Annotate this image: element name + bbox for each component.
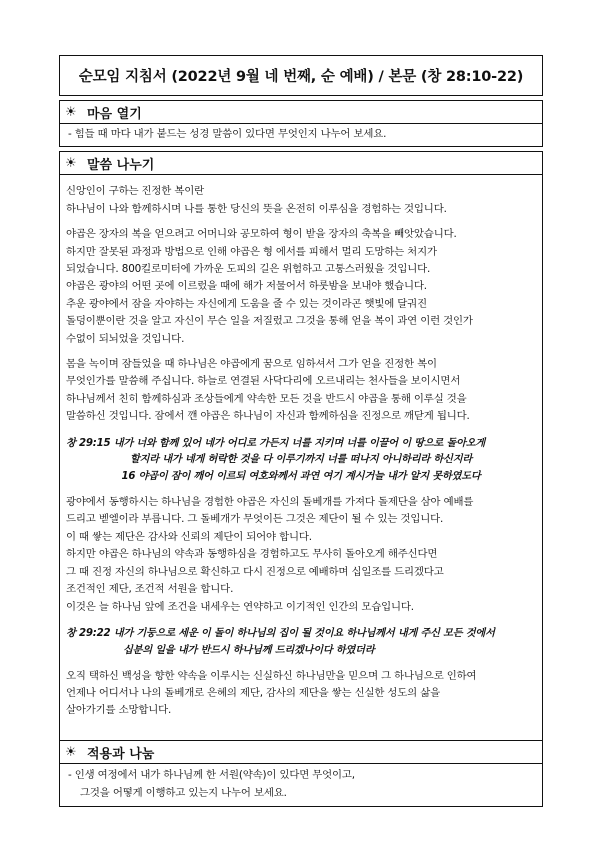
text-line: 야곱은 광야의 어떤 곳에 이르렀을 때에 해가 저물어서 하룻밤을 보내야 했습니다. [66, 280, 427, 293]
text-line: 하지만 잘못된 과정과 방법으로 인해 야곱은 형 에서를 피해서 멀리 도망하는 처지가 [66, 245, 437, 258]
section-heading-label: 적용과 나눔 [87, 746, 155, 762]
question-line: - 힘들 때 마다 내가 붙드는 성경 말씀이 있다면 무엇인지 나누어 보세요. [68, 128, 387, 140]
verse-line: 16 야곱이 잠이 깨어 이르되 여호와께서 과연 여기 계시거늘 내가 알지 못하였도다 [121, 471, 481, 483]
text-line: 이 때 쌓는 제단은 감사와 신뢰의 제단이 되어야 합니다. [66, 530, 312, 543]
section-heart-opening [59, 100, 543, 147]
section-body [60, 175, 542, 719]
text-line: 몸을 녹이며 잠들었을 때 하나님은 야곱에게 꿈으로 임하셔서 그가 얻을 진정한 복이 [66, 358, 437, 371]
text-line: 하나님께서 친히 함께하심과 조상들에게 약속한 모든 것을 반드시 야곱을 통해 이루실 것을 [66, 392, 467, 405]
body-paragraph-4 [66, 668, 536, 720]
sun-icon: ☀ [65, 104, 77, 120]
document-title: 순모임 지침서 (2022년 9월 네 번째, 순 예배) / 본문 (창 28:10-22) [78, 69, 524, 85]
text-line: 광야에서 동행하시는 하나님을 경험한 야곱은 자신의 돌베개를 가져다 돌제단을 삼아 예배를 [66, 496, 474, 509]
text-line: 하지만 야곱은 하나님의 약속과 동행하심을 경험하고도 무사히 돌아오게 해주신다면 [66, 548, 438, 561]
section-body [60, 764, 542, 806]
intro-paragraph [66, 183, 536, 218]
section-heading [60, 152, 542, 175]
verse-line: 창 29:22 내가 기둥으로 세운 이 돌이 하나님의 집이 될 것이요 하나님께서 내게 주신 모든 것에서 [66, 627, 495, 639]
section-heading-label: 말씀 나누기 [87, 157, 155, 173]
sun-icon: ☀ [65, 155, 77, 171]
document-title-box [59, 55, 543, 96]
question-line: 그것을 어떻게 이행하고 있는지 나누어 보세요. [80, 786, 287, 799]
body-paragraph-3 [66, 494, 536, 616]
text-line: 말씀하신 것입니다. 잠에서 깬 야곱은 하나님이 자신과 함께하심을 진정으로 깨닫게 됩니다. [66, 410, 470, 423]
text-line: 야곱은 장자의 복을 얻으려고 어머니와 공모하여 형이 받을 장자의 축복을 빼앗았습니다. [66, 228, 457, 241]
section-heading-label: 마음 열기 [87, 106, 142, 122]
text-line: 수없이 되뇌었을 것입니다. [66, 332, 185, 345]
text-line: 신앙인이 구하는 진정한 복이란 [66, 185, 204, 198]
scripture-quote-2 [66, 626, 536, 660]
section-body [60, 124, 542, 146]
text-line: 하나님이 나와 함께하시며 나를 통한 당신의 뜻을 온전히 이루심을 경험하는 것입니다. [66, 202, 447, 215]
text-line: 언제나 어디서나 나의 돌베개로 은혜의 제단, 감사의 제단을 쌓는 신실한 성도의 삶을 [66, 686, 441, 699]
body-paragraph-1 [66, 226, 536, 348]
text-line: 오직 택하신 백성을 향한 약속을 이루시는 신실하신 하나님만을 믿으며 그 하나님으로 인하여 [66, 669, 477, 682]
section-heading [60, 101, 542, 124]
text-line: 추운 광야에서 잠을 자야하는 자신에게 도움을 줄 수 있는 것이라곤 햇빛에 달궈진 [66, 297, 427, 310]
section-heading [60, 741, 542, 764]
text-line: 이것은 늘 하나님 앞에 조건을 내세우는 연약하고 이기적인 인간의 모습입니다. [66, 600, 414, 613]
verse-line: 십분의 일을 내가 반드시 하나님께 드리겠나이다 하였더라 [123, 644, 375, 656]
scripture-quote-1 [66, 436, 536, 486]
text-line: 조건적인 제단, 조건적 서원을 합니다. [66, 583, 234, 596]
section-apply-sharing [59, 741, 543, 807]
text-line: 드리고 벧엘이라 부릅니다. 그 돌베개가 무엇이든 그것은 제단이 될 수 있는 것입니다. [66, 513, 444, 526]
body-paragraph-2 [66, 356, 536, 426]
verse-line: 창 29:15 내가 너와 함께 있어 네가 어디로 가든지 너를 지키며 너를 이끌어 이 땅으로 돌아오게 [66, 437, 486, 449]
worksheet-page [59, 55, 543, 807]
text-line: 무엇인가를 말씀해 주십니다. 하늘로 연결된 사닥다리에 오르내리는 천사들을 보이시면서 [66, 375, 461, 388]
text-line: 그 때 진정 자신의 하나님으로 확신하고 다시 진정으로 예배하며 십일조를 드리겠다고 [66, 565, 444, 578]
text-line: 돌덩이뿐이란 것을 알고 자신이 무슨 일을 저질렀고 그것을 통해 얻을 복이 과연 이런 것인가 [66, 315, 473, 328]
question-line: - 인생 여정에서 내가 하나님께 한 서원(약속)이 있다면 무엇이고, [68, 769, 355, 782]
text-line: 되었습니다. 800킬로미터에 가까운 도피의 길은 위험하고 고통스러웠을 것입니다. [66, 263, 431, 276]
section-word-sharing [59, 151, 543, 741]
verse-line: 할지라 내가 네게 허락한 것을 다 이루기까지 너를 떠나지 아니하리라 하신지라 [130, 454, 472, 466]
text-line: 살아가기를 소망합니다. [66, 704, 172, 717]
sun-icon: ☀ [65, 744, 77, 760]
